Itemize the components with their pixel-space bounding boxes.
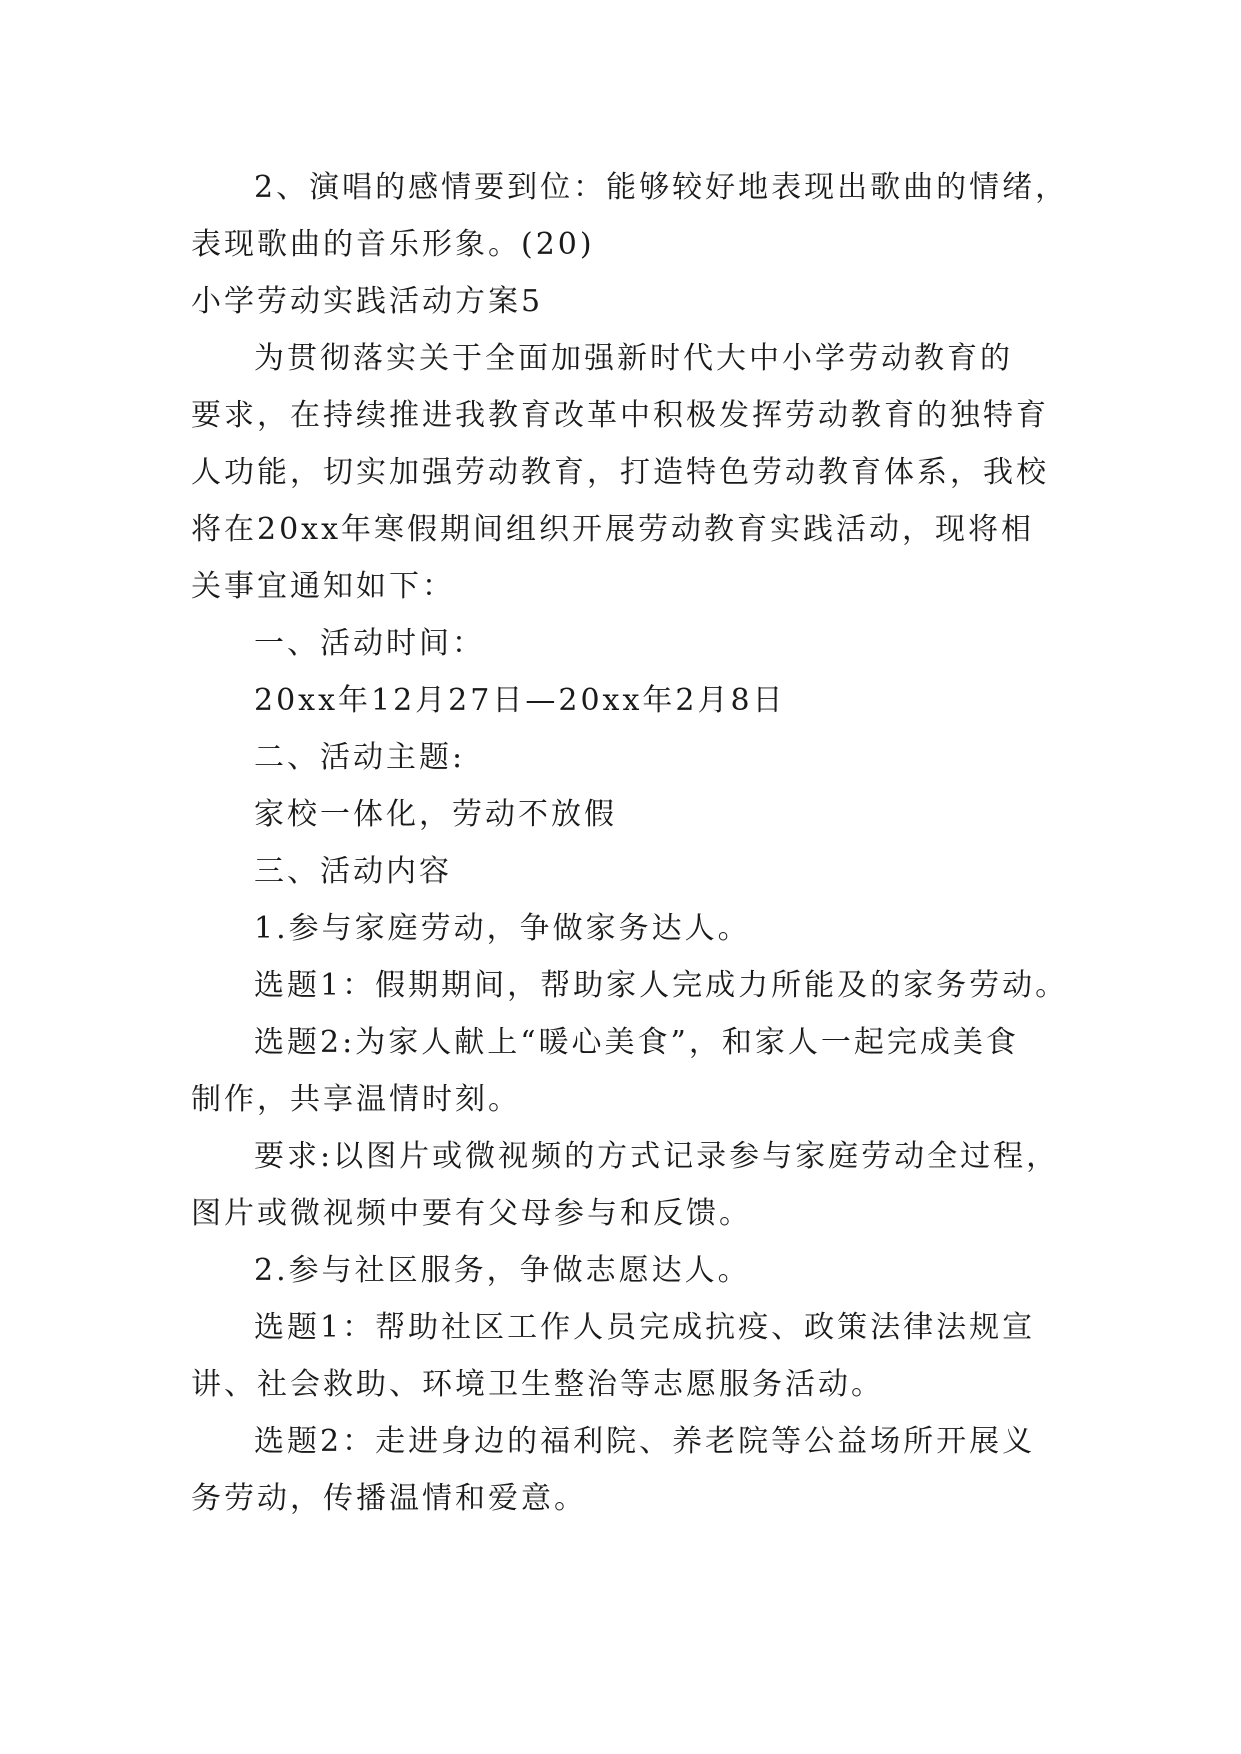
text-line: 将在20xx年寒假期间组织开展劳动教育实践活动，现将相 bbox=[191, 512, 1035, 547]
text-line: 选题2：走进身边的福利院、养老院等公益场所开展义 bbox=[254, 1424, 1036, 1459]
text-line: 要求:以图片或微视频的方式记录参与家庭劳动全过程， bbox=[254, 1139, 1060, 1174]
heading-activity-content: 三、活动内容 bbox=[254, 854, 452, 889]
text-line: 2、演唱的感情要到位：能够较好地表现出歌曲的情绪， bbox=[254, 170, 1069, 205]
text-line: 务劳动，传播温情和爱意。 bbox=[191, 1481, 587, 1516]
text-line: 图片或微视频中要有父母参与和反馈。 bbox=[191, 1196, 752, 1231]
text-line: 为贯彻落实关于全面加强新时代大中小学劳动教育的 bbox=[254, 341, 1013, 376]
heading-activity-theme: 二、活动主题: bbox=[254, 740, 466, 775]
text-line: 1.参与家庭劳动，争做家务达人。 bbox=[254, 911, 751, 946]
text-line: 家校一体化，劳动不放假 bbox=[254, 797, 617, 832]
text-line: 要求，在持续推进我教育改革中积极发挥劳动教育的独特育 bbox=[191, 398, 1049, 433]
text-line: 关事宜通知如下： bbox=[191, 569, 455, 604]
text-line: 制作，共享温情时刻。 bbox=[191, 1082, 521, 1117]
text-line: 2.参与社区服务，争做志愿达人。 bbox=[254, 1253, 751, 1288]
section-title: 小学劳动实践活动方案5 bbox=[191, 284, 544, 319]
text-line: 讲、社会救助、环境卫生整治等志愿服务活动。 bbox=[191, 1367, 884, 1402]
text-line: 选题2:为家人献上“暖心美食”，和家人一起完成美食 bbox=[254, 1025, 1019, 1060]
text-line: 选题1：帮助社区工作人员完成抗疫、政策法律法规宣 bbox=[254, 1310, 1036, 1345]
text-line: 20xx年12月27日—20xx年2月8日 bbox=[254, 683, 786, 718]
text-line: 选题1：假期期间，帮助家人完成力所能及的家务劳动。 bbox=[254, 968, 1069, 1003]
heading-activity-time: 一、活动时间： bbox=[254, 626, 485, 661]
text-line: 表现歌曲的音乐形象。(20) bbox=[191, 227, 595, 262]
text-line: 人功能，切实加强劳动教育，打造特色劳动教育体系，我校 bbox=[191, 455, 1049, 490]
